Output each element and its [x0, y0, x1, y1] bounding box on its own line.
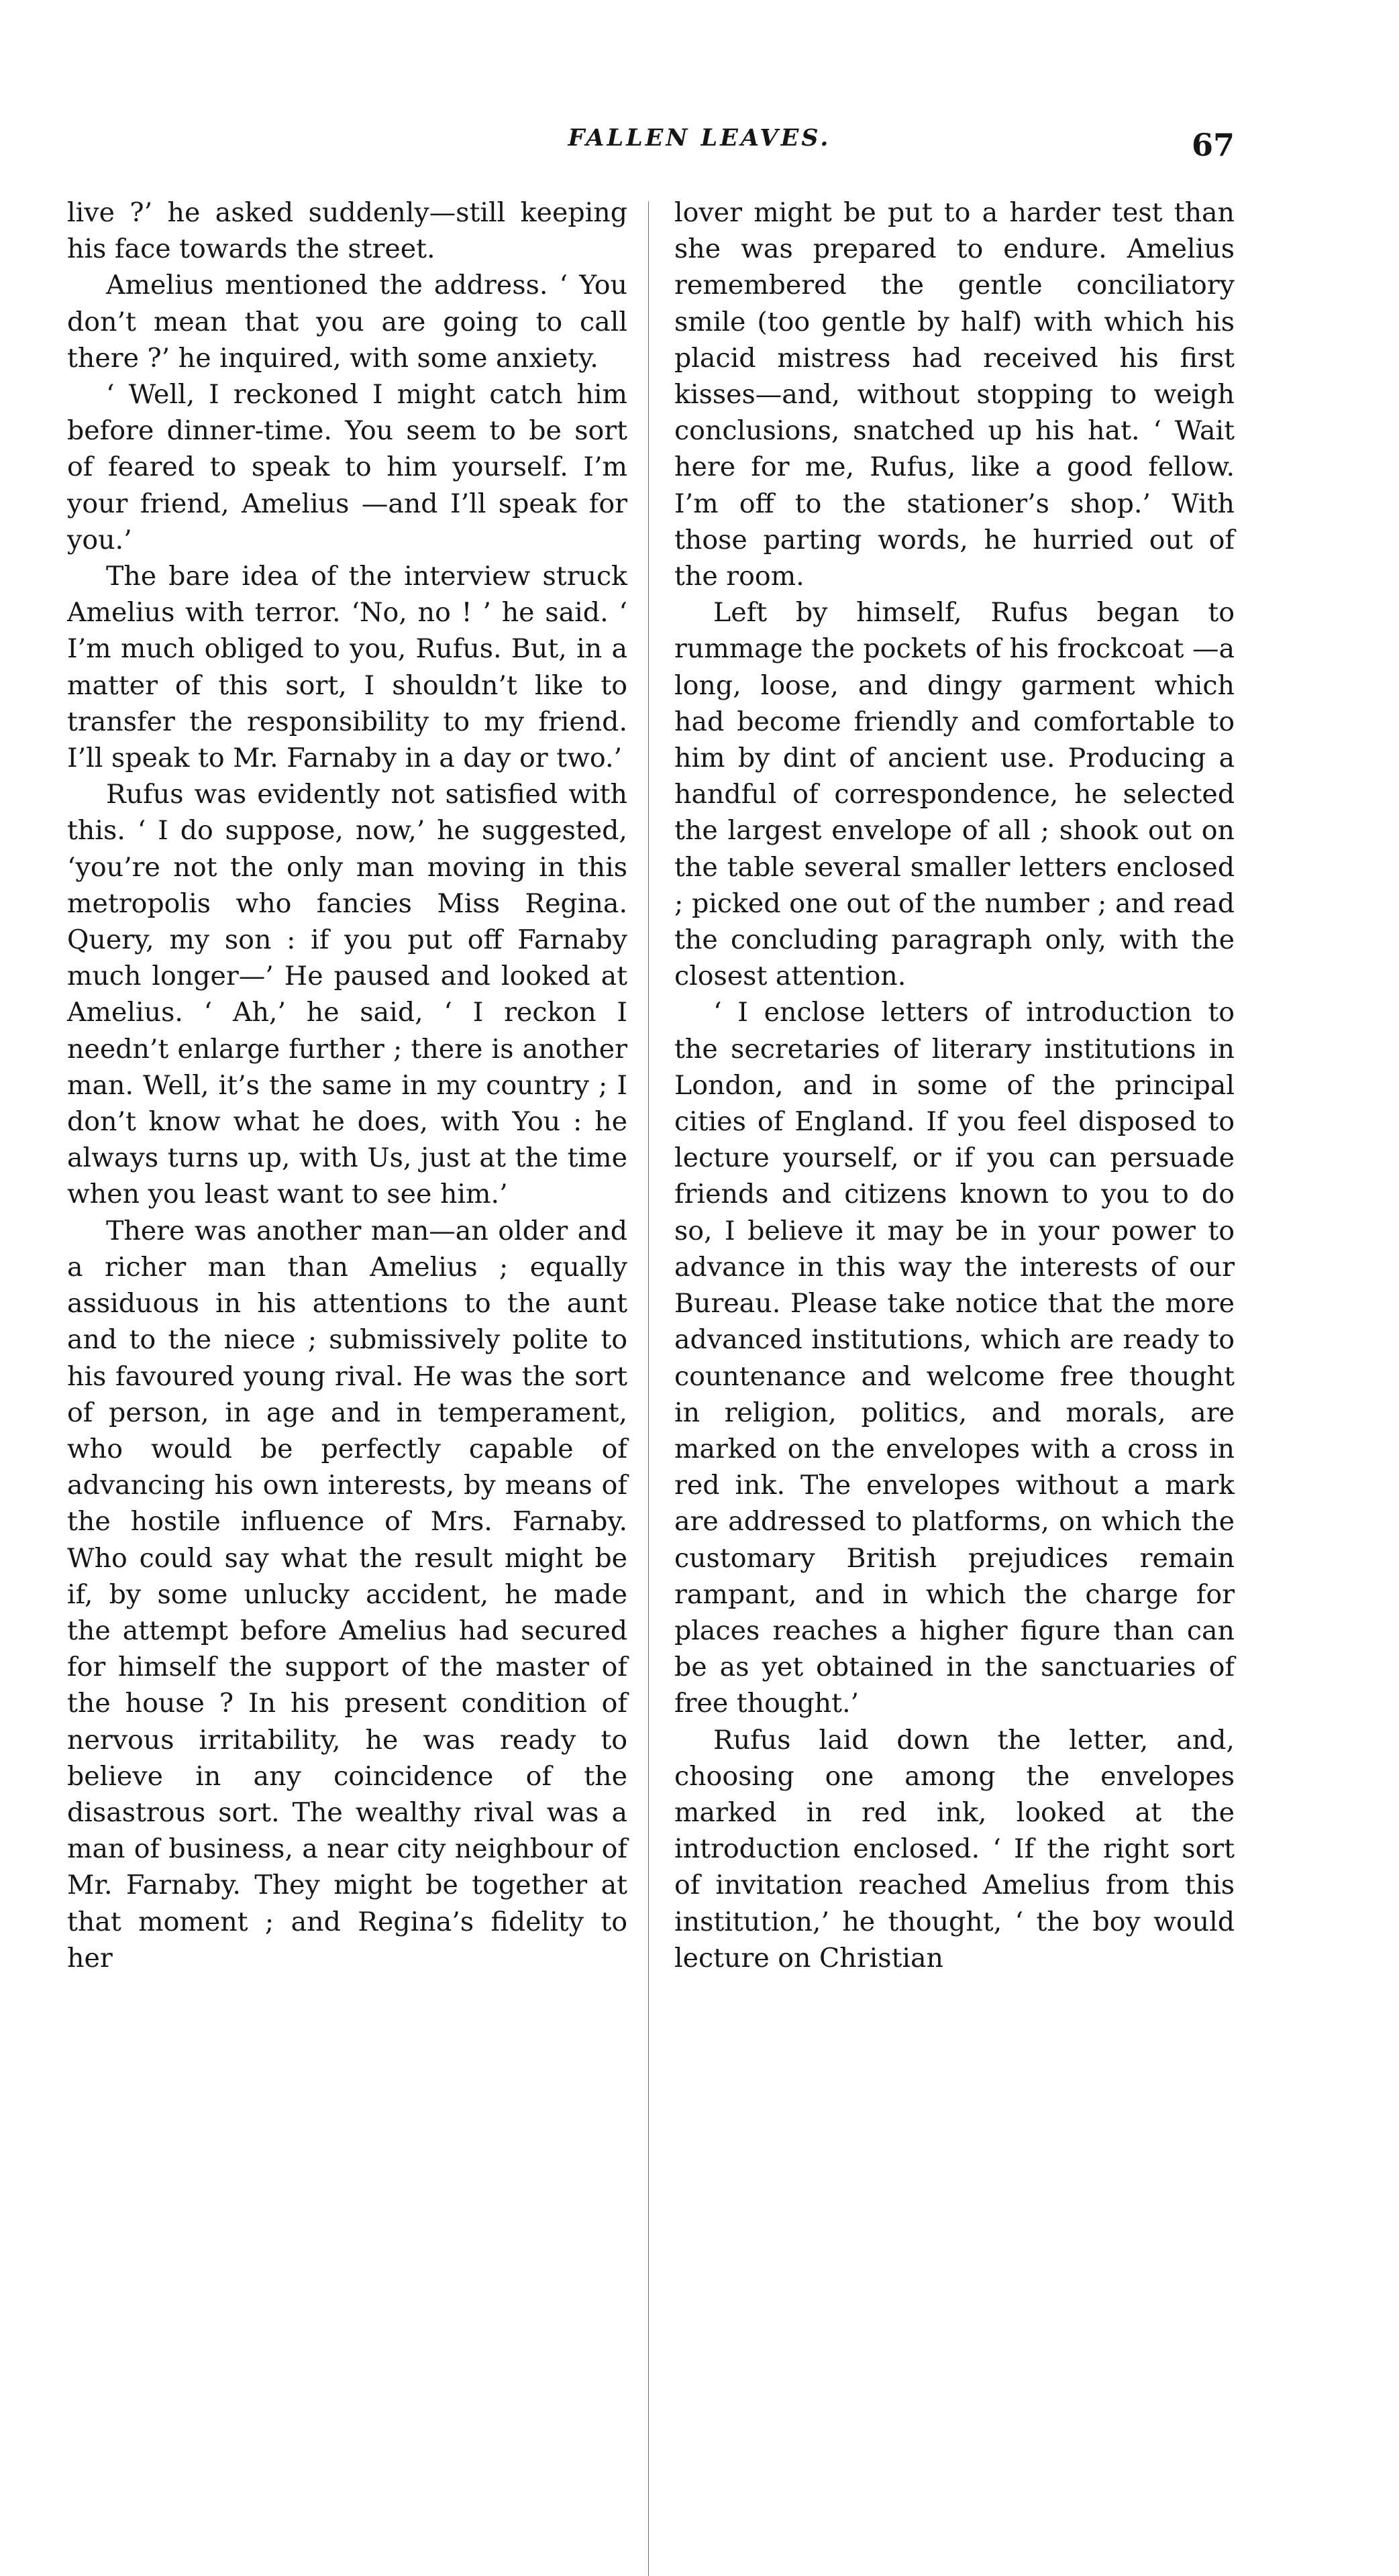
running-title: FALLEN LEAVES. — [568, 124, 831, 152]
paragraph: Amelius mentioned the address. ‘ You don’t mean that you are going to call there ?’ he inquired, with some anxiety. — [67, 270, 627, 374]
column-divider — [648, 201, 649, 2576]
paragraph: The bare idea of the interview struck Amelius with terror. ‘No, no ! ’ he said. ‘ I’m much obliged to you, Rufus. But, in a matter of this sort, I shouldn’t like to transfer the responsibility to my friend. I’ll speak to Mr. Farnaby in a day or two.’ — [67, 561, 627, 774]
paragraph: ‘ Well, I reckoned I might catch him before dinner-time. You seem to be sort of feared to speak to him yourself. I’m your friend, Amelius —and I’ll speak for you.’ — [67, 379, 627, 555]
paragraph: Left by himself, Rufus began to rummage the pockets of his frockcoat —a long, loose, and dingy garment which had become friendly and comfortable to him by dint of ancient use. Producing a handful of correspondence, he selected the largest envelope of all ; shook out on the table several smaller letters enclosed ; picked one out of the number ; and read the concluding paragraph only, with the closest attention. — [674, 597, 1235, 992]
paragraph: lover might be put to a harder test than she was prepared to endure. Amelius remembered the gentle conciliatory smile (too gentle by half) with which his placid mistress had received his first kisses—and, without stopping to weigh conclusions, snatched up his hat. ‘ Wait here for me, Rufus, like a good fellow. I’m off to the stationer’s shop.’ With those parting words, he hurried out of the room. — [674, 197, 1235, 592]
paragraph: Rufus was evidently not satisfied with this. ‘ I do suppose, now,’ he suggested, ‘you’re not the only man moving in this metropolis who fancies Miss Regina. Query, my son : if you put off Farnaby much longer—’ He paused and looked at Amelius. ‘ Ah,’ he said, ‘ I reckon I needn’t enlarge further ; there is another man. Well, it’s the same in my country ; I don’t know what he does, with You : he always turns up, with Us, just at the time when you least want to see him.’ — [67, 779, 627, 1210]
paragraph: ‘ I enclose letters of introduction to the secretaries of literary institutions in London, and in some of the principal cities of England. If you feel disposed to lecture yourself, or if you can persuade friends and citizens known to you to do so, I believe it may be in your power to advance in this way the interests of our Bureau. Please take notice that the more advanced institutions, which are ready to countenance and welcome free thought in religion, politics, and morals, are marked on the envelopes with a cross in red ink. The envelopes without a mark are addressed to platforms, on which the customary British prejudices remain rampant, and in which the charge for places reaches a higher figure than can be as yet obtained in the sanctuaries of free thought.’ — [674, 997, 1235, 1719]
right-column — [674, 195, 1235, 1976]
paragraph: Rufus laid down the letter, and, choosing one among the envelopes marked in red ink, looked at the introduction enclosed. ‘ If the right sort of invitation reached Amelius from this institution,’ he thought, ‘ the boy would lecture on Christian — [674, 1724, 1235, 1974]
left-column — [67, 195, 627, 1976]
paragraph: live ?’ he asked suddenly—still keeping his face towards the street. — [67, 197, 627, 265]
paragraph: There was another man—an older and a richer man than Amelius ; equally assiduous in his attentions to the aunt and to the niece ; submissively polite to his favoured young rival. He was the sort of person, in age and in temperament, who would be perfectly capable of advancing his own interests, by means of the hostile influence of Mrs. Farnaby. Who could say what the result might be if, by some unlucky accident, he made the attempt before Amelius had secured for himself the support of the master of the house ? In his present condition of nervous irritability, he was ready to believe in any coincidence of the disastrous sort. The wealthy rival was a man of business, a near city neighbour of Mr. Farnaby. They might be together at that moment ; and Regina’s fidelity to her — [67, 1215, 627, 1974]
page-number: 67 — [1191, 127, 1235, 163]
